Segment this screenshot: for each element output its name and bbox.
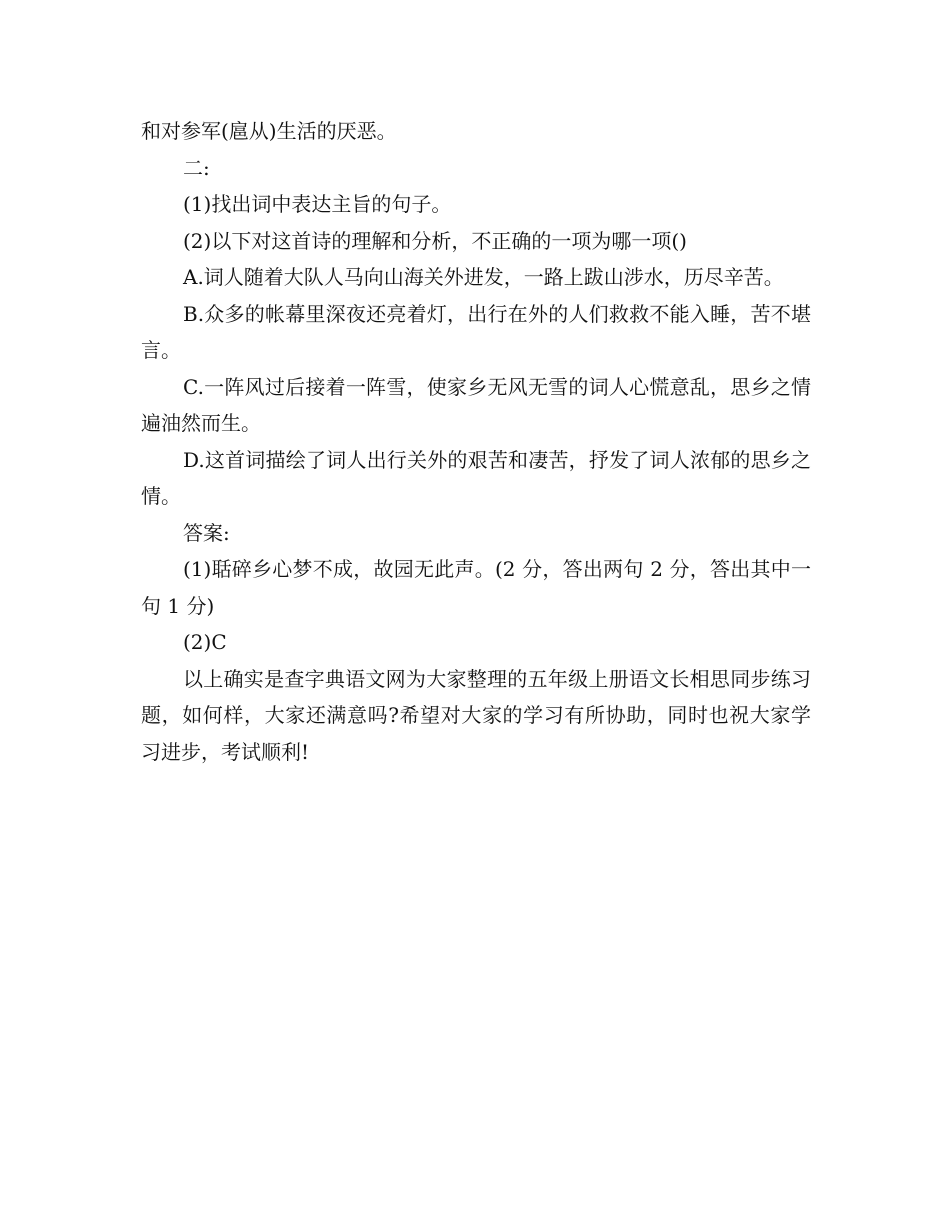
answer-heading: 答案: [183, 520, 230, 545]
closing-paragraph: 以上确实是查字典语文网为大家整理的五年级上册语文长相思同步练习题，如何样，大家还满意吗?希望对大家的学习有所协助，同时也祝大家学习进步，考试顺利! [141, 666, 811, 764]
option-a: A.词人随着大队人马向山海关外进发，一路上跋山涉水，历尽辛苦。 [183, 265, 784, 289]
option-b: B.众多的帐幕里深夜还亮着灯，出行在外的人们救救不能入睡，苦不堪言。 [141, 301, 811, 362]
answer-2: (2)C [183, 630, 227, 654]
question-1: (1)找出词中表达主旨的句子。 [183, 192, 452, 216]
option-c: C.一阵风过后接着一阵雪，使家乡无风无雪的词人心慌意乱，思乡之情遍油然而生。 [141, 374, 811, 435]
paragraph-continuation: 和对参军(扈从)生活的厌恶。 [141, 119, 397, 143]
section-heading-two: 二: [183, 155, 210, 180]
document-body [141, 113, 811, 770]
question-2: (2)以下对这首诗的理解和分析，不正确的一项为哪一项() [183, 228, 687, 253]
option-d: D.这首词描绘了词人出行关外的艰苦和凄苦，抒发了词人浓郁的思乡之情。 [141, 447, 811, 508]
answer-1: (1)聒碎乡心梦不成，故园无此声。(2 分，答出两句 2 分，答出其中一句 1 分) [141, 557, 811, 618]
